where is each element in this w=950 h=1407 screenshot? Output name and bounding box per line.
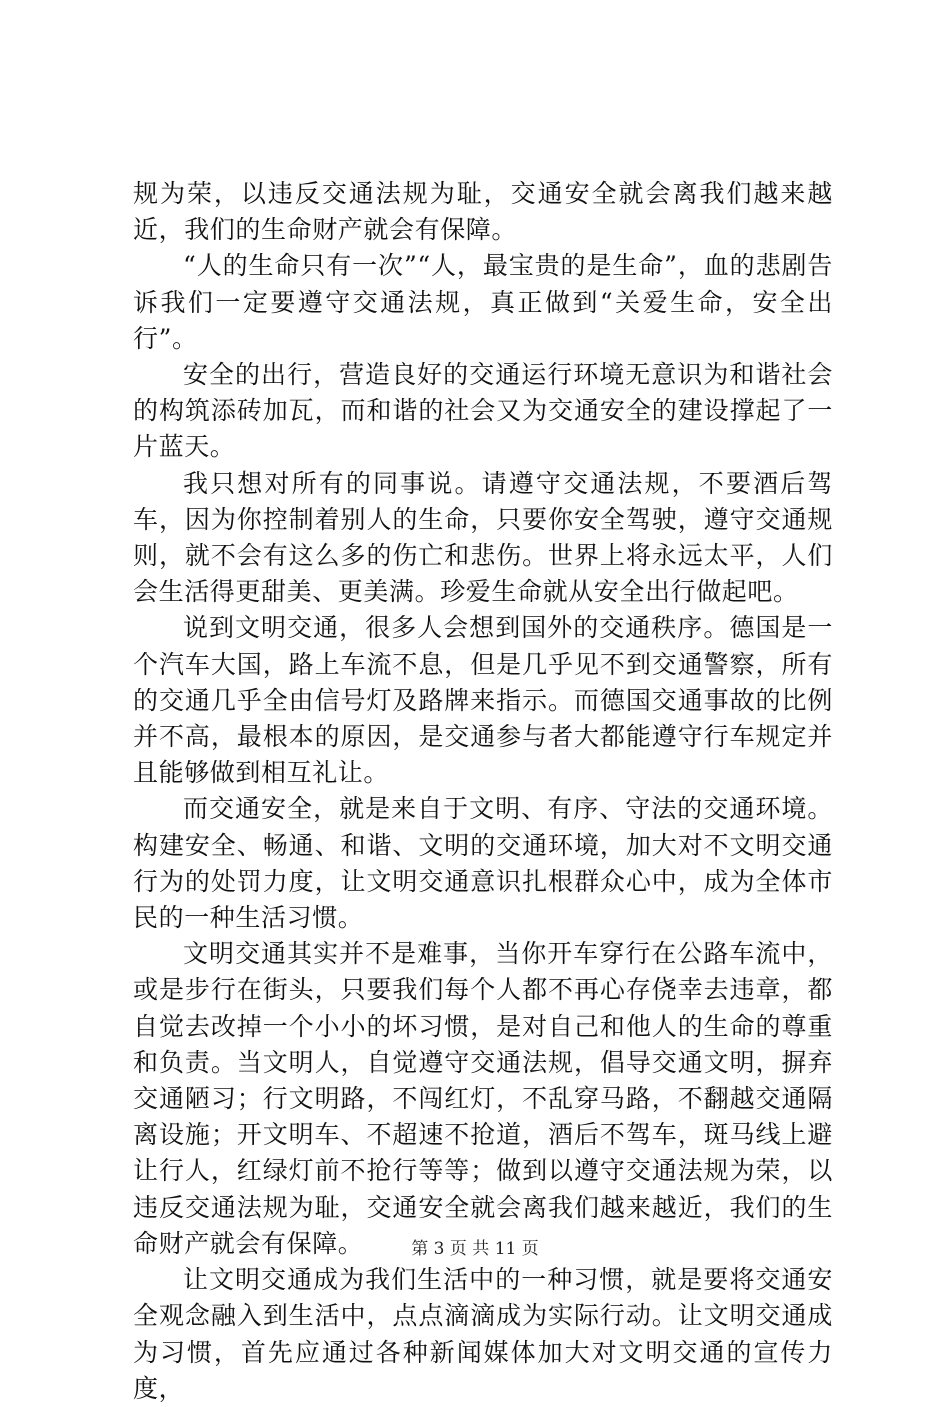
paragraph: 文明交通其实并不是难事，当你开车穿行在公路车流中，或是步行在街头，只要我们每个人都不再心存侥幸去违章，都自觉去改掉一个小小的坏习惯，是对自己和他人的生命的尊重和负责。当文明人，自觉遵守交通法规，倡导交通文明，摒弃交通陋习；行文明路，不闯红灯，不乱穿马路，不翻越交通隔离设施；开文明车、不超速不抢道，酒后不驾车，斑马线上避让行人，红绿灯前不抢行等等；做到以遵守交通法规为荣，以违反交通法规为耻，交通安全就会离我们越来越近，我们的生命财产就会有保障。 bbox=[133, 939, 833, 1258]
paragraph: 安全的出行，营造良好的交通运行环境无意识为和谐社会的构筑添砖加瓦，而和谐的社会又为交通安全的建设撑起了一片蓝天。 bbox=[133, 360, 833, 462]
page-number-footer: 第 3 页 共 11 页 bbox=[411, 1239, 539, 1259]
paragraph: 我只想对所有的同事说。请遵守交通法规，不要酒后驾车，因为你控制着别人的生命，只要你安全驾驶，遵守交通规则，就不会有这么多的伤亡和悲伤。世界上将永远太平，人们会生活得更甜美、更美满。珍爱生命就从安全出行做起吧。 bbox=[133, 468, 833, 607]
paragraph: 说到文明交通，很多人会想到国外的交通秩序。德国是一个汽车大国，路上车流不息，但是几乎见不到交通警察，所有的交通几乎全由信号灯及路牌来指示。而德国交通事故的比例并不高，最根本的原因，是交通参与者大都能遵守行车规定并且能够做到相互礼让。 bbox=[133, 613, 833, 788]
paragraph: “人的生命只有一次”“人，最宝贵的是生命”，血的悲剧告诉我们一定要遵守交通法规，真正做到“关爱生命，安全出行”。 bbox=[133, 251, 833, 353]
document-body bbox=[133, 176, 833, 1407]
paragraph: 让文明交通成为我们生活中的一种习惯，就是要将交通安全观念融入到生活中，点点滴滴成为实际行动。让文明交通成为习惯，首先应通过各种新闻媒体加大对文明交通的宣传力度， bbox=[133, 1265, 833, 1403]
paragraph: 而交通安全，就是来自于文明、有序、守法的交通环境。构建安全、畅通、和谐、文明的交通环境，加大对不文明交通行为的处罚力度，让文明交通意识扎根群众心中，成为全体市民的一种生活习惯。 bbox=[133, 794, 833, 933]
paragraph: 规为荣，以违反交通法规为耻，交通安全就会离我们越来越近，我们的生命财产就会有保障。 bbox=[133, 179, 833, 245]
